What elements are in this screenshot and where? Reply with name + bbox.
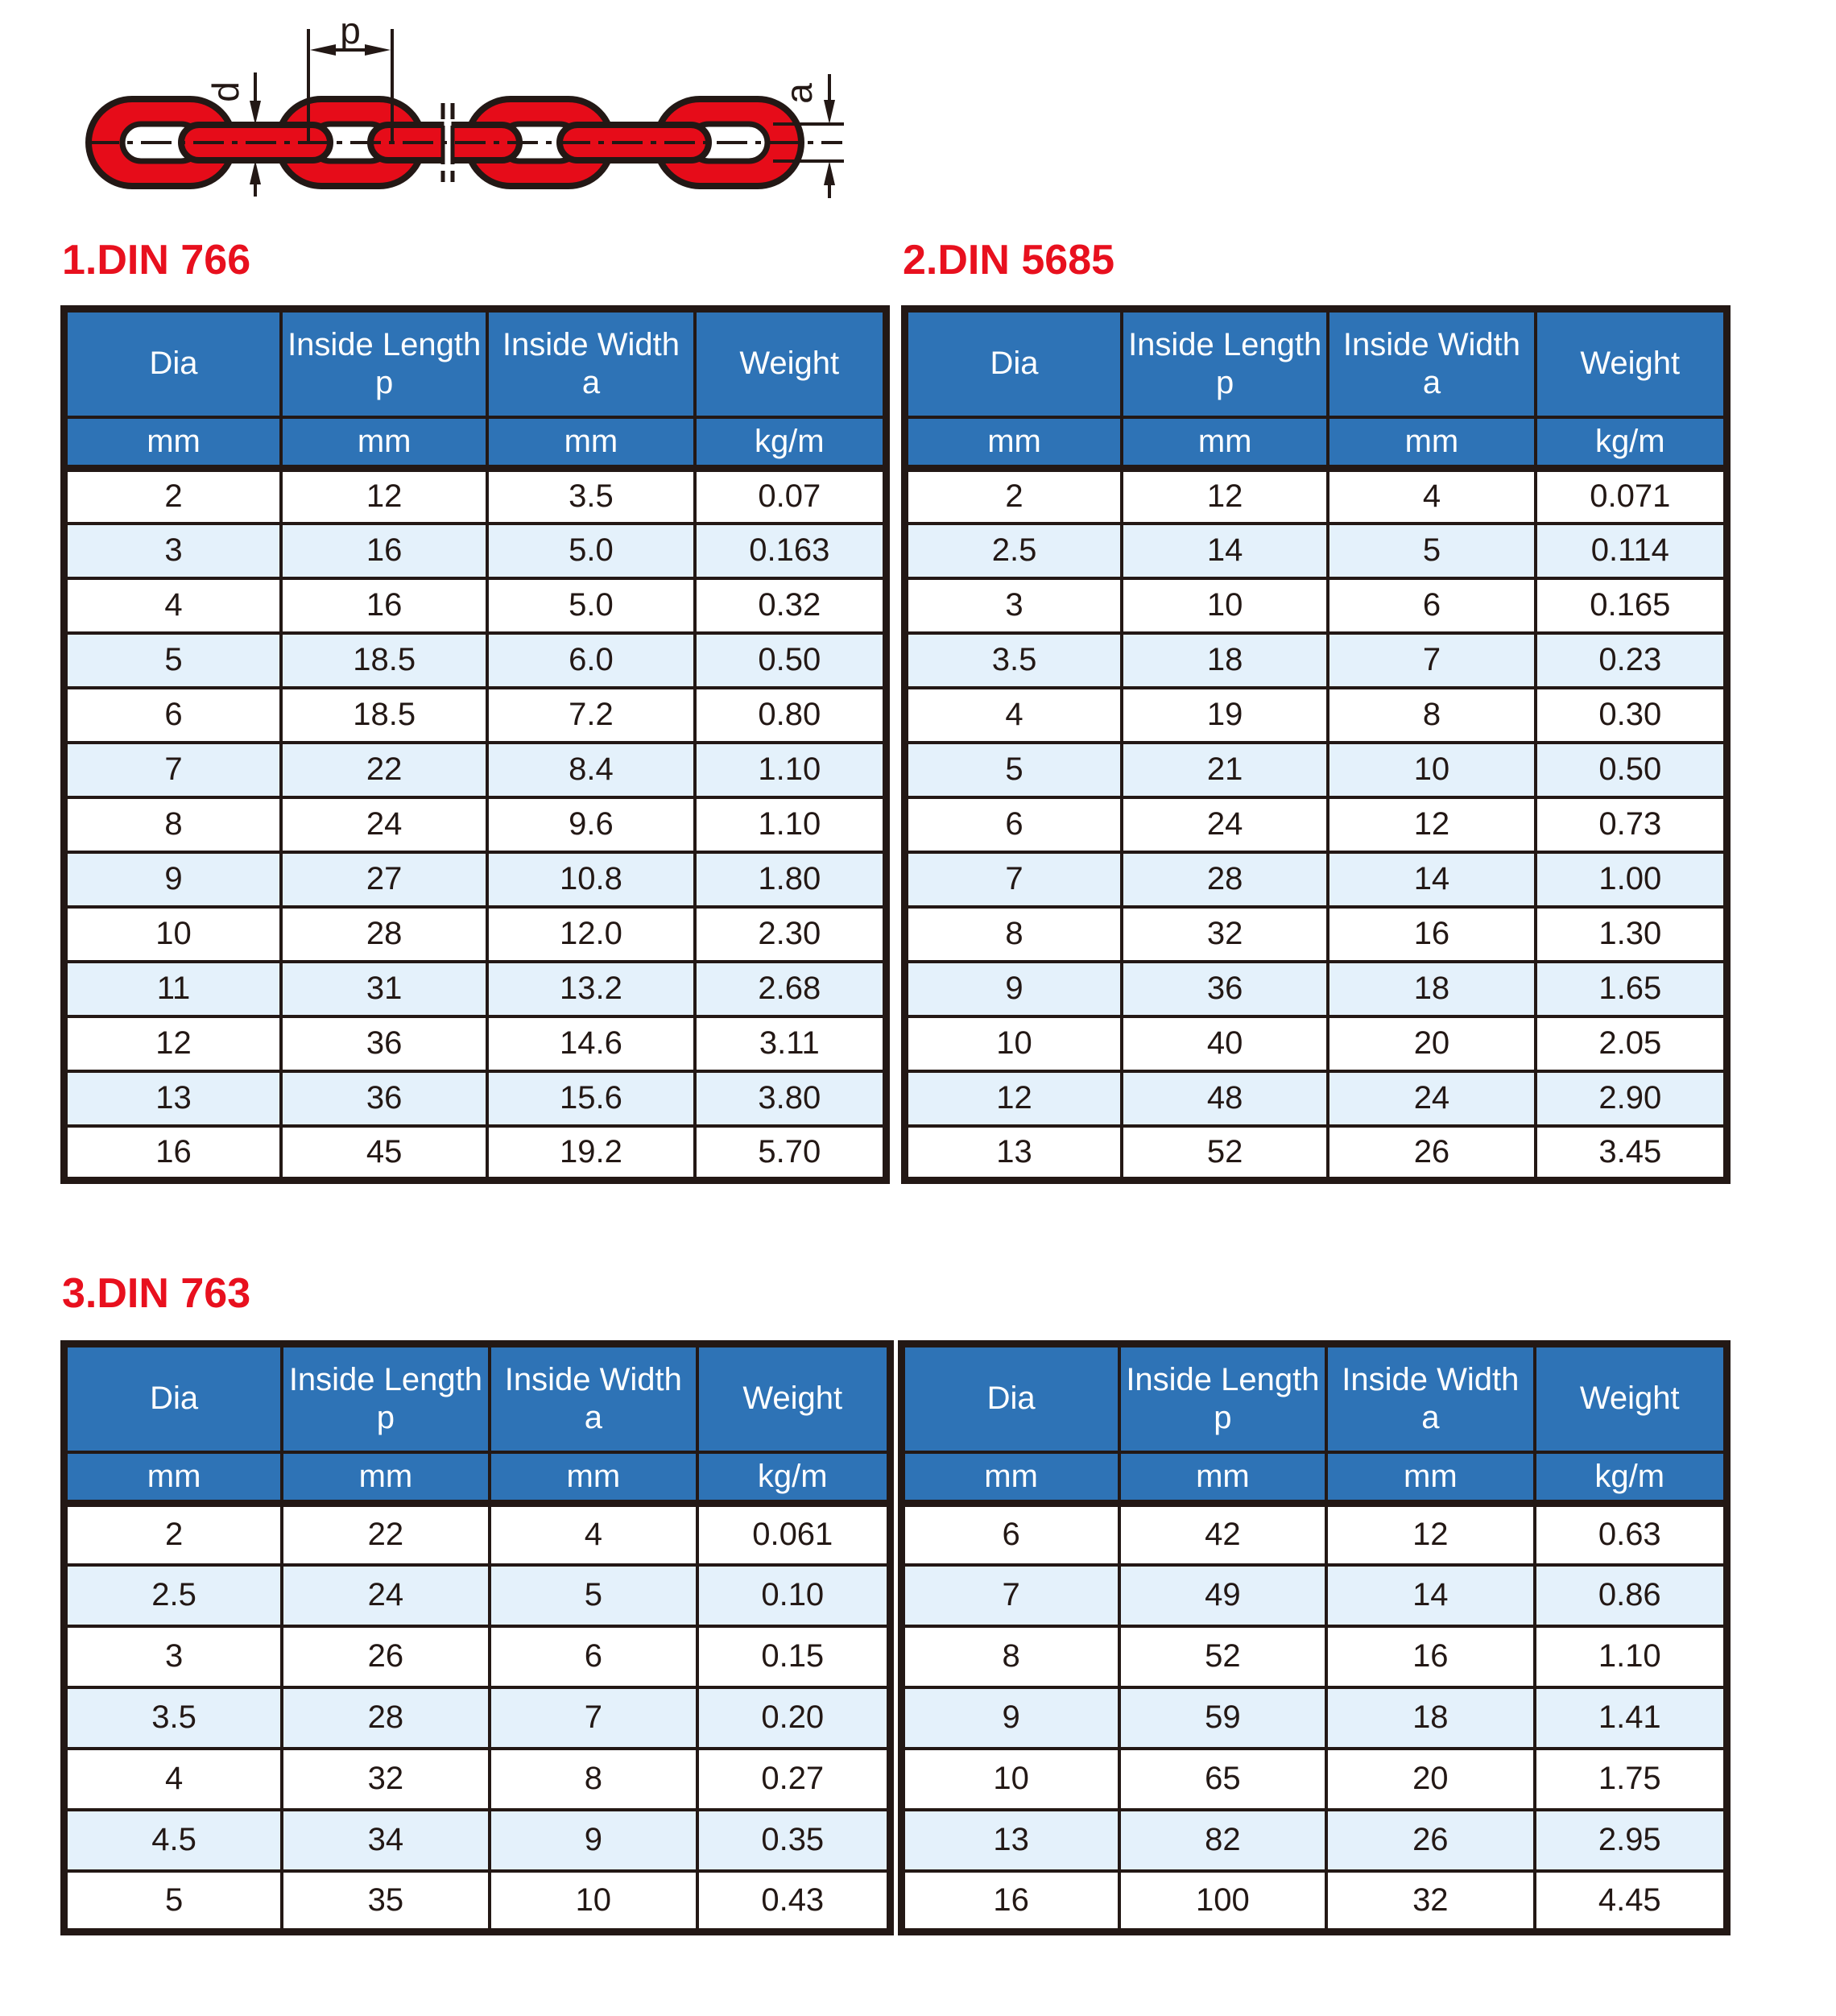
table-cell: 7 <box>490 1687 697 1749</box>
table-cell: 8.4 <box>487 743 694 797</box>
table-row <box>64 1071 887 1126</box>
units-row <box>905 417 1727 469</box>
table-cell: 12 <box>64 1016 282 1071</box>
table-cell: 0.27 <box>697 1749 890 1810</box>
table-cell: 7 <box>901 1565 1119 1626</box>
header-row <box>64 309 887 417</box>
column-header: Inside Width a <box>1328 309 1535 417</box>
table-cell: 2 <box>64 1504 283 1565</box>
table-cell: 2.05 <box>1536 1016 1727 1071</box>
table-cell: 8 <box>905 907 1123 962</box>
table-row <box>901 1565 1727 1626</box>
table-row <box>64 962 887 1016</box>
table-row <box>905 469 1727 524</box>
unit-header: kg/m <box>1535 1452 1727 1504</box>
table-cell: 28 <box>1122 852 1328 907</box>
table-cell: 1.00 <box>1536 852 1727 907</box>
table-cell: 2.68 <box>695 962 887 1016</box>
table-cell: 0.07 <box>695 469 887 524</box>
table-cell: 5 <box>490 1565 697 1626</box>
table-cell: 7 <box>1328 633 1535 688</box>
table-cell: 4.45 <box>1535 1871 1727 1932</box>
table-row <box>64 1504 891 1565</box>
table-cell: 9 <box>64 852 282 907</box>
table-row <box>64 852 887 907</box>
table-cell: 9.6 <box>487 797 694 852</box>
column-header: Weight <box>695 309 887 417</box>
table-row <box>64 1016 887 1071</box>
unit-header: mm <box>282 1452 489 1504</box>
table-row <box>64 578 887 633</box>
table-cell: 5 <box>1328 524 1535 578</box>
table-cell: 3.5 <box>905 633 1123 688</box>
section-title-din766: 1.DIN 766 <box>62 237 251 284</box>
table-cell: 1.41 <box>1535 1687 1727 1749</box>
header-row <box>64 1344 891 1452</box>
unit-header: mm <box>905 417 1123 469</box>
table-row <box>64 743 887 797</box>
table-cell: 20 <box>1326 1749 1534 1810</box>
table-cell: 10 <box>490 1871 697 1932</box>
unit-header: kg/m <box>1536 417 1727 469</box>
table-row <box>905 578 1727 633</box>
table-cell: 24 <box>1122 797 1328 852</box>
table-row <box>905 743 1727 797</box>
table-row <box>64 797 887 852</box>
table-cell: 10 <box>1122 578 1328 633</box>
table-cell: 0.30 <box>1536 688 1727 743</box>
table-cell: 21 <box>1122 743 1328 797</box>
table-cell: 12 <box>1328 797 1535 852</box>
table-cell: 7 <box>905 852 1123 907</box>
table-cell: 16 <box>64 1126 282 1181</box>
column-header: Inside Length p <box>1122 309 1328 417</box>
table-cell: 3.5 <box>487 469 694 524</box>
unit-header: mm <box>1119 1452 1326 1504</box>
table-cell: 14 <box>1122 524 1328 578</box>
table-cell: 2.5 <box>64 1565 283 1626</box>
din766-table <box>60 305 890 1184</box>
table-cell: 0.071 <box>1536 469 1727 524</box>
table-cell: 3.80 <box>695 1071 887 1126</box>
section-title-din763: 3.DIN 763 <box>62 1270 251 1317</box>
table-cell: 7 <box>64 743 282 797</box>
table-cell: 27 <box>281 852 487 907</box>
unit-header: mm <box>1326 1452 1534 1504</box>
table-cell: 8 <box>901 1626 1119 1687</box>
table-cell: 4 <box>64 578 282 633</box>
table-cell: 20 <box>1328 1016 1535 1071</box>
table-cell: 19 <box>1122 688 1328 743</box>
unit-header: kg/m <box>695 417 887 469</box>
table-row <box>64 907 887 962</box>
column-header: Dia <box>905 309 1123 417</box>
table-cell: 3.45 <box>1536 1126 1727 1181</box>
table-cell: 3.5 <box>64 1687 283 1749</box>
table-cell: 10.8 <box>487 852 694 907</box>
units-row <box>64 417 887 469</box>
table-cell: 2 <box>905 469 1123 524</box>
table-cell: 1.80 <box>695 852 887 907</box>
din766-section <box>60 239 890 1184</box>
table-cell: 0.86 <box>1535 1565 1727 1626</box>
top-tables-row <box>60 239 1731 1184</box>
table-cell: 2.90 <box>1536 1071 1727 1126</box>
table-cell: 0.10 <box>697 1565 890 1626</box>
table-cell: 35 <box>282 1871 489 1932</box>
table-cell: 18 <box>1122 633 1328 688</box>
table-cell: 0.061 <box>697 1504 890 1565</box>
table-cell: 34 <box>282 1810 489 1871</box>
table-cell: 4 <box>905 688 1123 743</box>
table-row <box>905 852 1727 907</box>
column-header: Inside Length p <box>281 309 487 417</box>
table-cell: 14 <box>1326 1565 1534 1626</box>
column-header: Weight <box>1535 1344 1727 1452</box>
table-row <box>64 688 887 743</box>
table-cell: 5 <box>64 1871 283 1932</box>
table-cell: 0.23 <box>1536 633 1727 688</box>
table-cell: 28 <box>281 907 487 962</box>
table-cell: 12 <box>905 1071 1123 1126</box>
section-title-din5685: 2.DIN 5685 <box>903 237 1115 284</box>
table-row <box>905 907 1727 962</box>
table-row <box>64 524 887 578</box>
table-cell: 13 <box>64 1071 282 1126</box>
header-row <box>905 309 1727 417</box>
din763-right-section <box>898 1340 1731 1935</box>
column-header: Inside Width a <box>490 1344 697 1452</box>
table-cell: 24 <box>1328 1071 1535 1126</box>
table-cell: 6 <box>64 688 282 743</box>
pitch-label: p <box>340 10 361 52</box>
bottom-tables-row <box>60 1340 1731 1935</box>
table-cell: 14.6 <box>487 1016 694 1071</box>
table-cell: 6 <box>901 1504 1119 1565</box>
table-cell: 16 <box>1326 1626 1534 1687</box>
table-row <box>901 1504 1727 1565</box>
chain-figure <box>81 8 854 204</box>
table-cell: 18 <box>1326 1687 1534 1749</box>
table-cell: 5.0 <box>487 524 694 578</box>
table-cell: 0.35 <box>697 1810 890 1871</box>
table-cell: 18.5 <box>281 633 487 688</box>
table-row <box>64 1871 891 1932</box>
din763-left-section <box>60 1340 894 1935</box>
table-cell: 4 <box>1328 469 1535 524</box>
table-cell: 2.95 <box>1535 1810 1727 1871</box>
header-row <box>901 1344 1727 1452</box>
table-cell: 6 <box>1328 578 1535 633</box>
table-row <box>64 1687 891 1749</box>
table-cell: 18.5 <box>281 688 487 743</box>
table-cell: 10 <box>901 1749 1119 1810</box>
table-cell: 19.2 <box>487 1126 694 1181</box>
table-cell: 11 <box>64 962 282 1016</box>
table-cell: 1.65 <box>1536 962 1727 1016</box>
unit-header: mm <box>281 417 487 469</box>
unit-header: mm <box>901 1452 1119 1504</box>
table-cell: 4 <box>64 1749 283 1810</box>
table-cell: 100 <box>1119 1871 1326 1932</box>
unit-header: mm <box>64 1452 283 1504</box>
table-cell: 0.32 <box>695 578 887 633</box>
din5685-table <box>901 305 1731 1184</box>
table-cell: 4 <box>490 1504 697 1565</box>
table-cell: 26 <box>1328 1126 1535 1181</box>
table-cell: 82 <box>1119 1810 1326 1871</box>
table-cell: 1.10 <box>695 797 887 852</box>
table-cell: 0.50 <box>695 633 887 688</box>
table-cell: 0.114 <box>1536 524 1727 578</box>
table-row <box>905 1016 1727 1071</box>
table-cell: 0.50 <box>1536 743 1727 797</box>
table-cell: 28 <box>282 1687 489 1749</box>
table-cell: 32 <box>1326 1871 1534 1932</box>
column-header: Weight <box>1536 309 1727 417</box>
unit-header: kg/m <box>697 1452 890 1504</box>
table-cell: 26 <box>1326 1810 1534 1871</box>
chain-diagram <box>81 8 846 200</box>
table-cell: 24 <box>281 797 487 852</box>
table-cell: 16 <box>1328 907 1535 962</box>
table-cell: 6 <box>490 1626 697 1687</box>
table-cell: 36 <box>1122 962 1328 1016</box>
table-cell: 8 <box>64 797 282 852</box>
table-cell: 2.5 <box>905 524 1123 578</box>
table-cell: 32 <box>1122 907 1328 962</box>
table-cell: 16 <box>281 578 487 633</box>
table-cell: 1.10 <box>695 743 887 797</box>
diameter-label: d <box>205 81 246 102</box>
din5685-section <box>901 239 1731 1184</box>
table-cell: 3 <box>64 1626 283 1687</box>
table-cell: 5 <box>905 743 1123 797</box>
table-cell: 5.70 <box>695 1126 887 1181</box>
table-cell: 0.73 <box>1536 797 1727 852</box>
table-cell: 0.15 <box>697 1626 890 1687</box>
column-header: Inside Width a <box>1326 1344 1534 1452</box>
table-cell: 8 <box>1328 688 1535 743</box>
table-cell: 5.0 <box>487 578 694 633</box>
table-cell: 1.30 <box>1536 907 1727 962</box>
table-cell: 6.0 <box>487 633 694 688</box>
table-row <box>64 633 887 688</box>
table-cell: 15.6 <box>487 1071 694 1126</box>
table-cell: 0.20 <box>697 1687 890 1749</box>
table-row <box>64 1749 891 1810</box>
unit-header: mm <box>1122 417 1328 469</box>
table-cell: 24 <box>282 1565 489 1626</box>
column-header: Dia <box>901 1344 1119 1452</box>
table-cell: 31 <box>281 962 487 1016</box>
column-header: Inside Width a <box>487 309 694 417</box>
units-row <box>64 1452 891 1504</box>
table-cell: 16 <box>901 1871 1119 1932</box>
din763-table-right <box>898 1340 1731 1935</box>
column-header: Inside Length p <box>282 1344 489 1452</box>
table-row <box>905 1071 1727 1126</box>
table-cell: 4.5 <box>64 1810 283 1871</box>
table-cell: 49 <box>1119 1565 1326 1626</box>
column-header: Dia <box>64 1344 283 1452</box>
table-cell: 3 <box>64 524 282 578</box>
table-cell: 22 <box>282 1504 489 1565</box>
table-cell: 6 <box>905 797 1123 852</box>
column-header: Inside Length p <box>1119 1344 1326 1452</box>
table-cell: 10 <box>64 907 282 962</box>
table-cell: 65 <box>1119 1749 1326 1810</box>
table-cell: 36 <box>281 1016 487 1071</box>
table-cell: 18 <box>1328 962 1535 1016</box>
table-row <box>905 1126 1727 1181</box>
table-row <box>64 1126 887 1181</box>
table-cell: 3.11 <box>695 1016 887 1071</box>
table-row <box>901 1626 1727 1687</box>
table-cell: 9 <box>901 1687 1119 1749</box>
table-row <box>64 1810 891 1871</box>
table-cell: 10 <box>905 1016 1123 1071</box>
table-row <box>905 962 1727 1016</box>
table-cell: 0.80 <box>695 688 887 743</box>
table-row <box>905 797 1727 852</box>
table-cell: 12 <box>281 469 487 524</box>
table-cell: 16 <box>281 524 487 578</box>
table-cell: 1.10 <box>1535 1626 1727 1687</box>
table-cell: 12 <box>1122 469 1328 524</box>
table-cell: 9 <box>490 1810 697 1871</box>
column-header: Weight <box>697 1344 890 1452</box>
table-cell: 14 <box>1328 852 1535 907</box>
table-cell: 59 <box>1119 1687 1326 1749</box>
table-cell: 13.2 <box>487 962 694 1016</box>
table-row <box>64 1626 891 1687</box>
table-row <box>901 1749 1727 1810</box>
table-cell: 52 <box>1122 1126 1328 1181</box>
unit-header: mm <box>1328 417 1535 469</box>
column-header: Dia <box>64 309 282 417</box>
table-row <box>905 688 1727 743</box>
table-cell: 12.0 <box>487 907 694 962</box>
table-cell: 26 <box>282 1626 489 1687</box>
unit-header: mm <box>487 417 694 469</box>
table-cell: 8 <box>490 1749 697 1810</box>
table-cell: 12 <box>1326 1504 1534 1565</box>
table-row <box>901 1810 1727 1871</box>
table-cell: 52 <box>1119 1626 1326 1687</box>
unit-header: mm <box>64 417 282 469</box>
table-cell: 42 <box>1119 1504 1326 1565</box>
table-cell: 13 <box>905 1126 1123 1181</box>
table-cell: 36 <box>281 1071 487 1126</box>
table-cell: 0.165 <box>1536 578 1727 633</box>
inside-width-label: a <box>778 83 820 104</box>
table-cell: 9 <box>905 962 1123 1016</box>
table-cell: 48 <box>1122 1071 1328 1126</box>
table-row <box>901 1687 1727 1749</box>
table-row <box>64 1565 891 1626</box>
unit-header: mm <box>490 1452 697 1504</box>
units-row <box>901 1452 1727 1504</box>
table-row <box>64 469 887 524</box>
table-cell: 3 <box>905 578 1123 633</box>
table-cell: 45 <box>281 1126 487 1181</box>
table-row <box>901 1871 1727 1932</box>
table-cell: 2.30 <box>695 907 887 962</box>
table-cell: 10 <box>1328 743 1535 797</box>
table-cell: 0.63 <box>1535 1504 1727 1565</box>
table-cell: 13 <box>901 1810 1119 1871</box>
table-cell: 32 <box>282 1749 489 1810</box>
table-cell: 1.75 <box>1535 1749 1727 1810</box>
table-row <box>905 524 1727 578</box>
table-cell: 5 <box>64 633 282 688</box>
table-cell: 40 <box>1122 1016 1328 1071</box>
table-row <box>905 633 1727 688</box>
table-cell: 0.43 <box>697 1871 890 1932</box>
table-cell: 2 <box>64 469 282 524</box>
table-cell: 22 <box>281 743 487 797</box>
table-cell: 0.163 <box>695 524 887 578</box>
table-cell: 7.2 <box>487 688 694 743</box>
din763-table-left <box>60 1340 894 1935</box>
